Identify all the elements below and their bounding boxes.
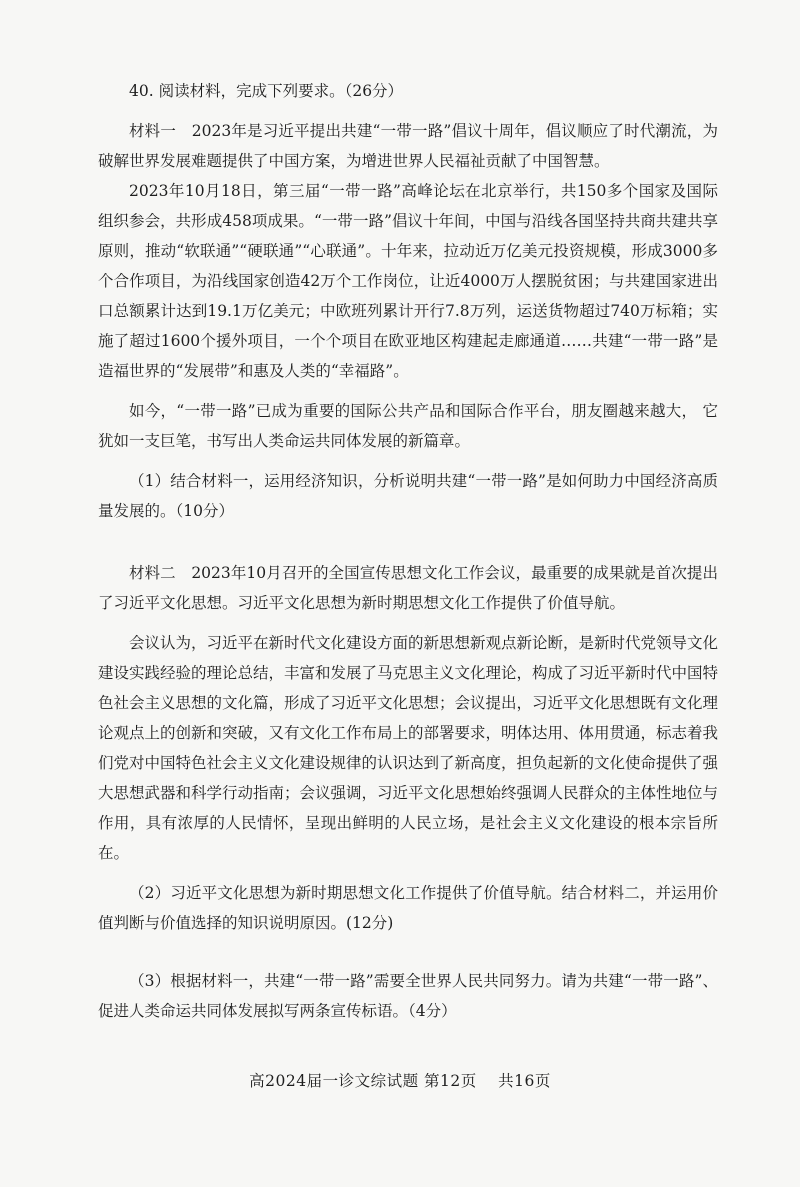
- page-footer: 高2024届一诊文综试题 第12页 共16页: [249, 1072, 551, 1090]
- material1-paragraph-1: 材料一 2023年是习近平提出共建“一带一路”倡议十周年，倡议顺应了时代潮流，为破解世界发展难题提供了中国方案，为增进世界人民福祉贡献了中国智慧。: [98, 122, 718, 170]
- sub-question-3: （3）根据材料一，共建“一带一路”需要全世界人民共同努力。请为共建“一带一路”、促进人类命运共同体发展拟写两条宣传标语。（4分）: [98, 972, 718, 1020]
- sub-question-1: （1）结合材料一，运用经济知识，分析说明共建“一带一路”是如何助力中国经济高质量发展的。（10分）: [98, 472, 718, 520]
- material2-paragraph-1: 材料二 2023年10月召开的全国宣传思想文化工作会议，最重要的成果就是首次提出了习近平文化思想。习近平文化思想为新时期思想文化工作提供了价值导航。: [98, 564, 718, 612]
- question-heading: 40. 阅读材料，完成下列要求。（26分）: [129, 82, 404, 100]
- material2-paragraph-2: 会议认为，习近平在新时代文化建设方面的新思想新观点新论断，是新时代党领导文化建设实践经验的理论总结，丰富和发展了马克思主义文化理论，构成了习近平新时代中国特色社会主义思想的文化篇，形成了习近平文化思想；会议提出，习近平文化思想既有文化理论观点上的创新和突破，又有文化工作布局上的部署要求，明体达用、体用贯通，标志着我们党对中国特色社会主义文化建设规律的认识达到了新高度，担负起新的文化使命提供了强大思想武器和科学行动指南；会议强调，习近平文化思想始终强调人民群众的主体性地位与作用，具有浓厚的人民情怀，呈现出鲜明的人民立场，是社会主义文化建设的根本宗旨所在。: [98, 634, 719, 862]
- page-content: [98, 76, 718, 1026]
- material1-paragraph-2: 2023年10月18日，第三届“一带一路”高峰论坛在北京举行，共150多个国家及国际组织参会，共形成458项成果。“一带一路”倡议十年间，中国与沿线各国坚持共商共建共享原则，推动“软联通”“硬联通”“心联通”。十年来，拉动近万亿美元投资规模，形成3000多个合作项目，为沿线国家创造42万个工作岗位，让近4000万人摆脱贫困；与共建国家进出口总额累计达到19.1万亿美元；中欧班列累计开行7.8万列，运送货物超过740万标箱；实施了超过1600个援外项目，一个个项目在欧亚地区构建起走廊通道……共建“一带一路”是造福世界的“发展带”和惠及人类的“幸福路”。: [98, 182, 718, 380]
- material1-paragraph-3: 如今，“一带一路”已成为重要的国际公共产品和国际合作平台，朋友圈越来越大， 它犹如一支巨笔，书写出人类命运共同体发展的新篇章。: [98, 402, 718, 450]
- sub-question-2: （2）习近平文化思想为新时期思想文化工作提供了价值导航。结合材料二，并运用价值判断与价值选择的知识说明原因。(12分): [98, 884, 718, 932]
